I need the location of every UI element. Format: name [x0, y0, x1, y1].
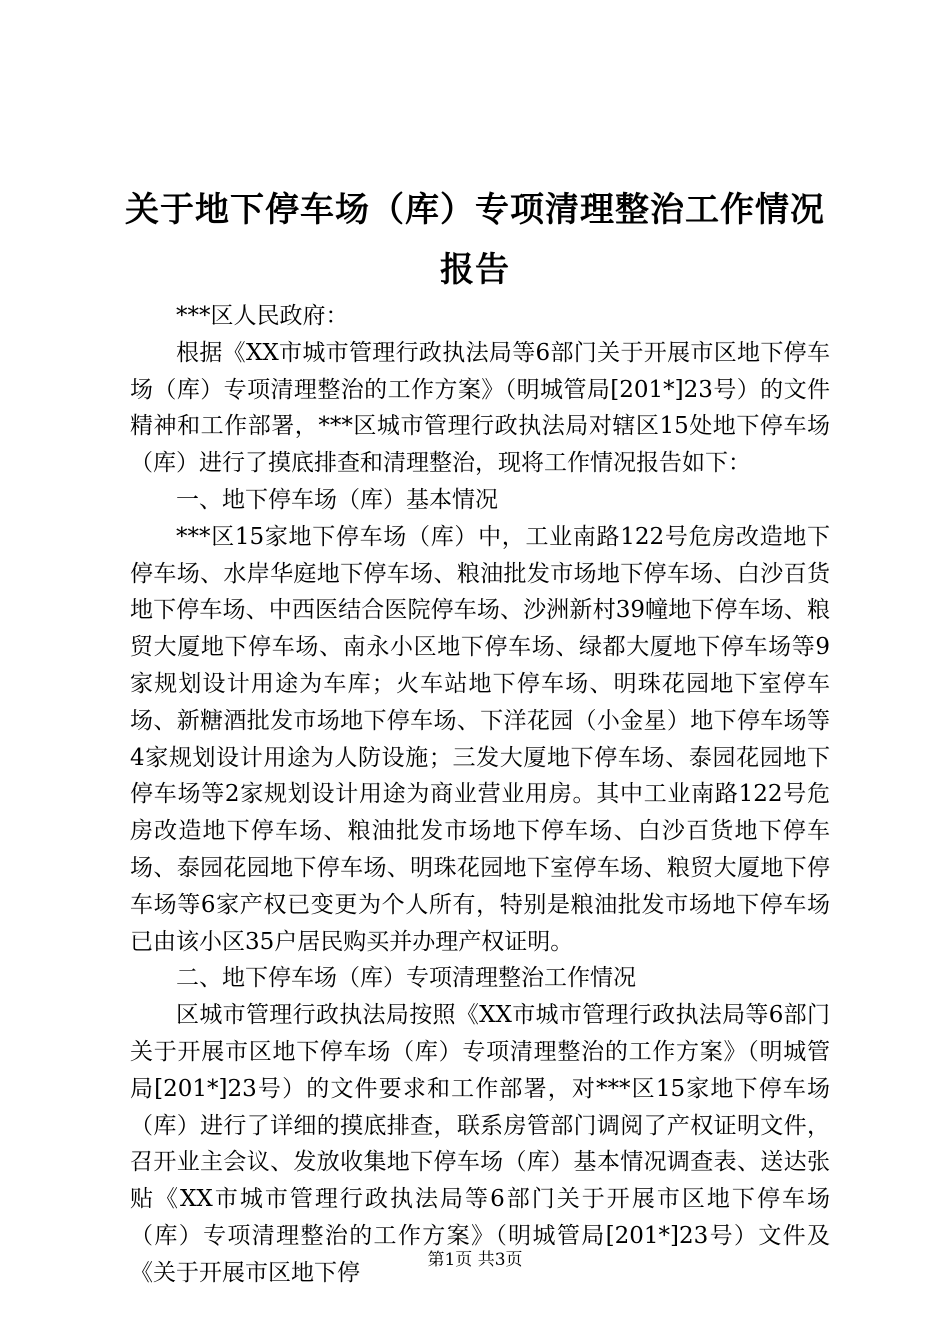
salutation: ***区人民政府： [176, 303, 349, 329]
document-title-continued: 报告 [440, 250, 510, 290]
paragraph-basic-situation: ***区15家地下停车场（库）中，工业南路122号危房改造地下停车场、水岸华庭地下停车场、粮油批发市场地下停车场、白沙百货地下停车场、中西医结合医院停车场、沙洲新村39幢地下停车场、粮贸大厦地下停车场、南永小区地下停车场、绿都大厦地下停车场等9家规划设计用途为车库；火车站地下停车场、明珠花园地下室停车场、新糖酒批发市场地下停车场、下洋花园（小金星）地下停车场等4家规划设计用途为人防设施；三发大厦地下停车场、泰园花园地下停车场等2家规划设计用途为商业营业用房。其中工业南路122号危房改造地下停车场、粮油批发市场地下停车场、白沙百货地下停车场、泰园花园地下停车场、明珠花园地下室停车场、粮贸大厦地下停车场等6家产权已变更为个人所有，特别是粮油批发市场地下停车场已由该小区35户居民购买并办理产权证明。 [130, 523, 830, 955]
paragraph-work-situation: 区城市管理行政执法局按照《XX市城市管理行政执法局等6部门关于开展市区地下停车场（库）专项清理整治的工作方案》（明城管局[201*]23号）的文件要求和工作部署，对***区15家地下停车场（库）进行了详细的摸底排查，联系房管部门调阅了产权证明文件，召开业主会议、发放收集地下停车场（库）基本情况调查表、送达张贴《XX市城市管理行政执法局等6部门关于开展市区地下停车场（库）专项清理整治的工作方案》（明城管局[201*]23号）文件及《关于开展市区地下停 [130, 1002, 830, 1286]
document-title: 关于地下停车场（库）专项清理整治工作情况 [125, 190, 825, 230]
paragraph-intro: 根据《XX市城市管理行政执法局等6部门关于开展市区地下停车场（库）专项清理整治的工作方案》（明城管局[201*]23号）的文件精神和工作部署，***区城市管理行政执法局对辖区15处地下停车场（库）进行了摸底排查和清理整治，现将工作情况报告如下： [130, 339, 830, 477]
page-number-footer: 第1页 共3页 [427, 1250, 523, 1270]
document-body [130, 298, 830, 1292]
section-heading-1: 一、地下停车场（库）基本情况 [176, 486, 498, 513]
section-heading-2: 二、地下停车场（库）专项清理整治工作情况 [176, 965, 636, 992]
